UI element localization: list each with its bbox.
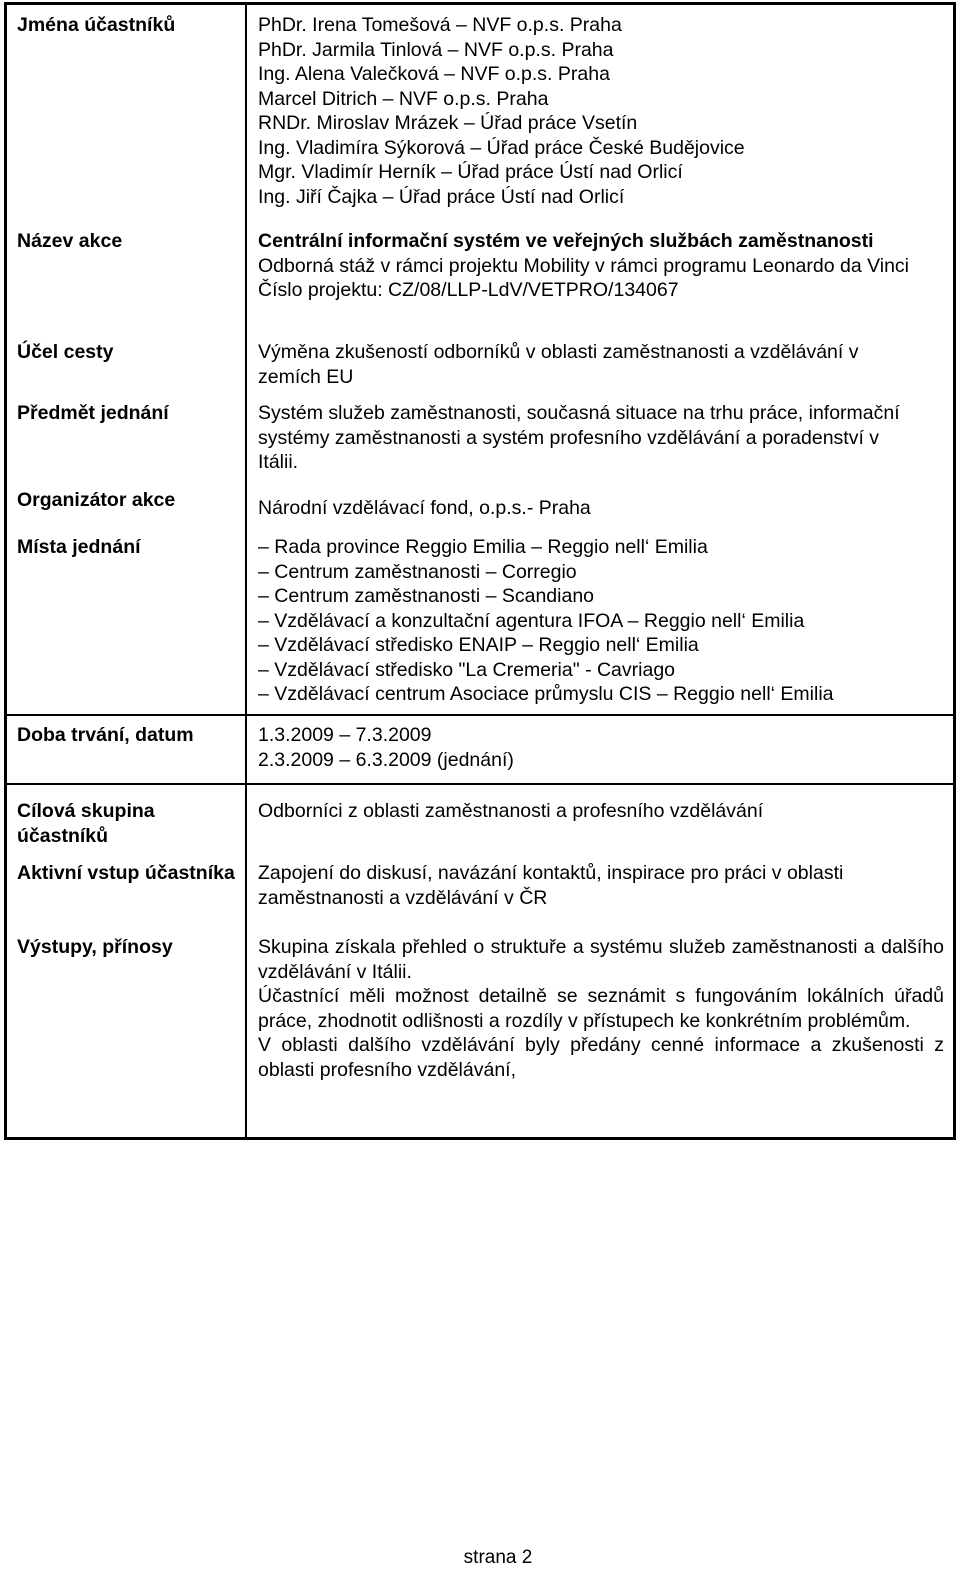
project-number: Číslo projektu: CZ/08/LLP-LdV/VETPRO/134067 [258, 279, 679, 301]
organizer-label: Organizátor akce [17, 489, 176, 511]
purpose-value [258, 340, 944, 389]
venue-item: – Vzdělávací středisko "La Cremeria" - Cavriago [258, 658, 676, 681]
venue-item: – Centrum zaměstnanosti – Corregio [258, 560, 577, 583]
subject-text: Systém služeb zaměstnanosti, současná situace na trhu práce, informační systémy zaměstnanosti a systém profesního vzdělávání a poradenství v Itálii. [258, 402, 900, 473]
venue-item: – Vzdělávací centrum Asociace průmyslu CIS – Reggio nell‘ Emilia [258, 683, 834, 705]
event-name-label: Název akce [17, 230, 123, 252]
event-description: Odborná stáž v rámci projektu Mobility v rámci programu Leonardo da Vinci [258, 254, 910, 277]
column-divider [245, 2, 247, 1140]
outputs-paragraph: Skupina získala přehled o struktuře a systému služeb zaměstnanosti a dalšího vzdělávání v Itálii. [258, 936, 944, 983]
page-number: strana 2 [463, 1547, 533, 1568]
outputs-label: Výstupy, přínosy [17, 936, 173, 958]
participant-name: Ing. Vladimíra Sýkorová – Úřad práce České Budějovice [258, 136, 745, 159]
active-input-value [258, 861, 944, 910]
participant-name: Ing. Jiří Čajka – Úřad práce Ústí nad Orlicí [258, 185, 625, 208]
participant-name: PhDr. Irena Tomešová – NVF o.p.s. Praha [258, 14, 622, 36]
event-name-value [258, 229, 944, 303]
purpose-text: Výměna zkušeností odborníků v oblasti zaměstnanosti a vzdělávání v zemích EU [258, 341, 859, 388]
purpose-label: Účel cesty [17, 341, 114, 363]
participants-list [258, 13, 944, 209]
participant-name: Marcel Ditrich – NVF o.p.s. Praha [258, 87, 549, 110]
venues-label: Místa jednání [17, 536, 141, 558]
row-divider [4, 783, 956, 785]
outputs-value [258, 935, 944, 1082]
venue-item: – Rada province Reggio Emilia – Reggio nell‘ Emilia [258, 536, 708, 558]
organizer-text: Národní vzdělávací fond, o.p.s.- Praha [258, 497, 591, 519]
venues-list [258, 535, 944, 707]
outputs-paragraph: Účastnící měli možnost detailně se seznámit s fungováním lokálních úřadů práce, zhodnotit odlišnosti a rozdíly v přístupech ke konkrétním problémům. [258, 985, 944, 1032]
subject-value [258, 401, 944, 475]
subject-label: Předmět jednání [17, 402, 169, 424]
duration-label: Doba trvání, datum [17, 724, 194, 746]
active-input-text: Zapojení do diskusí, navázání kontaktů, inspirace pro práci v oblasti zaměstnanosti a vzdělávání v ČR [258, 862, 844, 909]
participant-name: Mgr. Vladimír Herník – Úřad práce Ústí nad Orlicí [258, 161, 683, 183]
target-group-text: Odborníci z oblasti zaměstnanosti a profesního vzdělávání [258, 800, 764, 822]
event-title: Centrální informační systém ve veřejných službách zaměstnanosti [258, 230, 874, 252]
duration-date: 1.3.2009 – 7.3.2009 [258, 724, 432, 746]
venue-item: – Vzdělávací a konzultační agentura IFOA – Reggio nell‘ Emilia [258, 609, 805, 632]
target-group-label: Cílová skupina účastníků [17, 800, 155, 847]
venue-item: – Vzdělávací středisko ENAIP – Reggio nell‘ Emilia [258, 634, 699, 656]
participant-name: Ing. Alena Valečková – NVF o.p.s. Praha [258, 63, 610, 85]
duration-date: 2.3.2009 – 6.3.2009 (jednání) [258, 748, 514, 771]
venue-item: – Centrum zaměstnanosti – Scandiano [258, 585, 595, 607]
target-group-value [258, 799, 944, 824]
active-input-label: Aktivní vstup účastníka [17, 862, 235, 884]
duration-value [258, 723, 944, 772]
organizer-value [258, 496, 944, 521]
participant-name: RNDr. Miroslav Mrázek – Úřad práce Vsetín [258, 112, 638, 134]
outputs-paragraph: V oblasti dalšího vzdělávání byly předány cenné informace a zkušenosti z oblasti profesního vzdělávání, [258, 1034, 944, 1081]
row-divider [4, 714, 956, 716]
participant-name: PhDr. Jarmila Tinlová – NVF o.p.s. Praha [258, 38, 614, 61]
participants-label: Jména účastníků [17, 14, 176, 36]
